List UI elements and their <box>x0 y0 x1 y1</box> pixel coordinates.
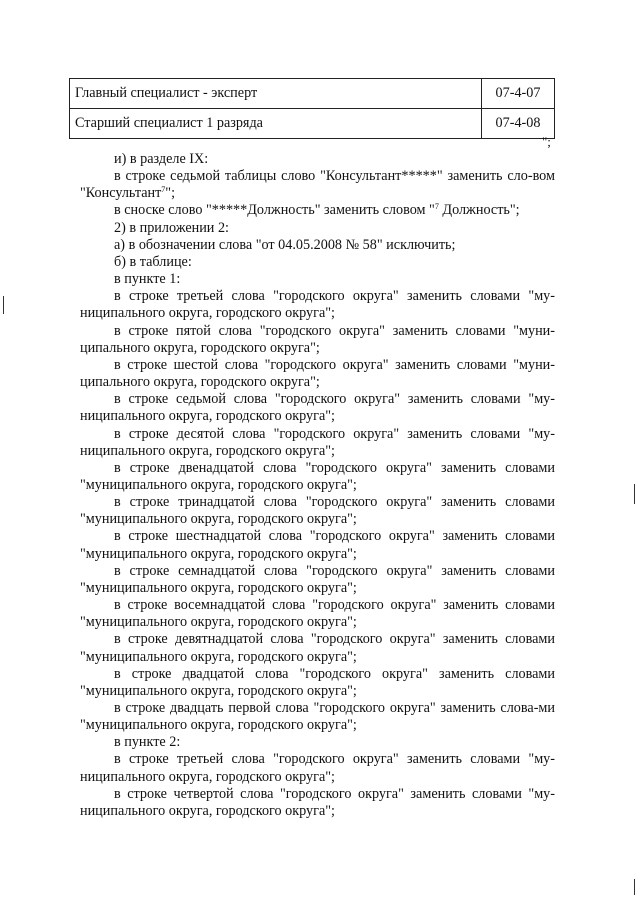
paragraph <box>80 563 555 597</box>
paragraph <box>80 254 555 271</box>
footnote-marker: 7 <box>161 185 166 195</box>
paragraph <box>80 288 555 322</box>
paragraph <box>80 786 555 820</box>
paragraph-text: и) в разделе IX: <box>114 151 209 167</box>
paragraph-text: б) в таблице: <box>114 253 192 270</box>
scan-edge-mark <box>3 296 4 314</box>
positions-table <box>69 78 555 139</box>
paragraph <box>80 271 555 288</box>
paragraph-text: в строке двенадцатой слова "городского округа" заменить словами "муниципального округа, городского округа"; <box>80 459 555 493</box>
paragraph <box>80 597 555 631</box>
paragraph-text: в строке четвертой слова "городского округа" заменить словами "му-ниципального округа, городского округа"; <box>80 785 555 819</box>
paragraph-text: в строке двадцать первой слова "городского округа" заменить слова-ми "муниципального округа, городского округа"; <box>80 700 555 734</box>
table-row <box>70 109 555 139</box>
paragraph <box>80 357 555 391</box>
scan-edge-mark <box>634 879 635 895</box>
paragraph-text: в строке седьмой слова "городского округа" заменить словами "му-ниципального округа, городского округа"; <box>80 391 555 425</box>
paragraph <box>80 494 555 528</box>
paragraph-text: в пункте 2: <box>114 734 181 751</box>
paragraph <box>80 426 555 460</box>
position-name-cell: Старший специалист 1 разряда <box>70 109 482 139</box>
paragraph <box>80 666 555 700</box>
paragraph-text: в строке третьей слова "городского округа" заменить словами "му-ниципального округа, городского округа"; <box>80 751 555 785</box>
scan-edge-mark <box>634 484 635 504</box>
paragraph <box>80 168 555 202</box>
paragraph-text: в строке восемнадцатой слова "городского округа" заменить словами "муниципального округа, городского округа"; <box>80 597 555 631</box>
paragraph <box>80 202 555 219</box>
paragraph <box>80 151 555 168</box>
paragraph <box>80 323 555 357</box>
paragraph-text: в пункте 1: <box>114 271 181 288</box>
paragraph <box>80 391 555 425</box>
paragraph <box>80 734 555 751</box>
table-row <box>70 79 555 109</box>
paragraph <box>80 460 555 494</box>
paragraph-text: в строке седьмой таблицы слово "Консультант*****" заменить сло-вом "Консультант <box>80 168 555 202</box>
paragraph-text: в строке семнадцатой слова "городского округа" заменить словами "муниципального округа, городского округа"; <box>80 562 555 596</box>
amendment-text <box>80 151 555 820</box>
paragraph-text-tail: Должность"; <box>438 202 520 219</box>
paragraph <box>80 700 555 734</box>
paragraph <box>80 528 555 562</box>
paragraph <box>80 631 555 665</box>
paragraph-text: в строке третьей слова "городского округа" заменить словами "му-ниципального округа, городского округа"; <box>80 288 555 322</box>
paragraph-text-tail: "; <box>165 185 176 202</box>
footnote-marker: 7 <box>434 202 439 212</box>
paragraph-text: в строке девятнадцатой слова "городского округа" заменить словами "муниципального округа, городского округа"; <box>80 631 555 665</box>
paragraph <box>80 237 555 254</box>
position-code-cell: 07-4-07 <box>482 79 555 109</box>
paragraph-text: в сноске слово "*****Должность" заменить словом " <box>114 202 435 219</box>
paragraph-text: а) в обозначении слова "от 04.05.2008 № 58" исключить; <box>114 236 456 253</box>
paragraph <box>80 751 555 785</box>
paragraph <box>80 220 555 237</box>
paragraph-text: в строке тринадцатой слова "городского округа" заменить словами "муниципального округа, городского округа"; <box>80 494 555 528</box>
closing-quote-mark: "; <box>542 134 551 149</box>
paragraph-text: в строке шестнадцатой слова "городского округа" заменить словами "муниципального округа, городского округа"; <box>80 528 555 562</box>
paragraph-text: в строке двадцатой слова "городского округа" заменить словами "муниципального округа, городского округа"; <box>80 665 555 699</box>
paragraph-text: в строке десятой слова "городского округа" заменить словами "му-ниципального округа, городского округа"; <box>80 425 555 459</box>
paragraph-text: 2) в приложении 2: <box>114 219 229 236</box>
position-name-cell: Главный специалист - эксперт <box>70 79 482 109</box>
position-code-cell: 07-4-08 <box>482 109 555 139</box>
paragraph-text: в строке пятой слова "городского округа" заменить словами "муни-ципального округа, городского округа"; <box>80 322 555 356</box>
paragraph-text: в строке шестой слова "городского округа" заменить словами "муни-ципального округа, городского округа"; <box>80 356 555 391</box>
